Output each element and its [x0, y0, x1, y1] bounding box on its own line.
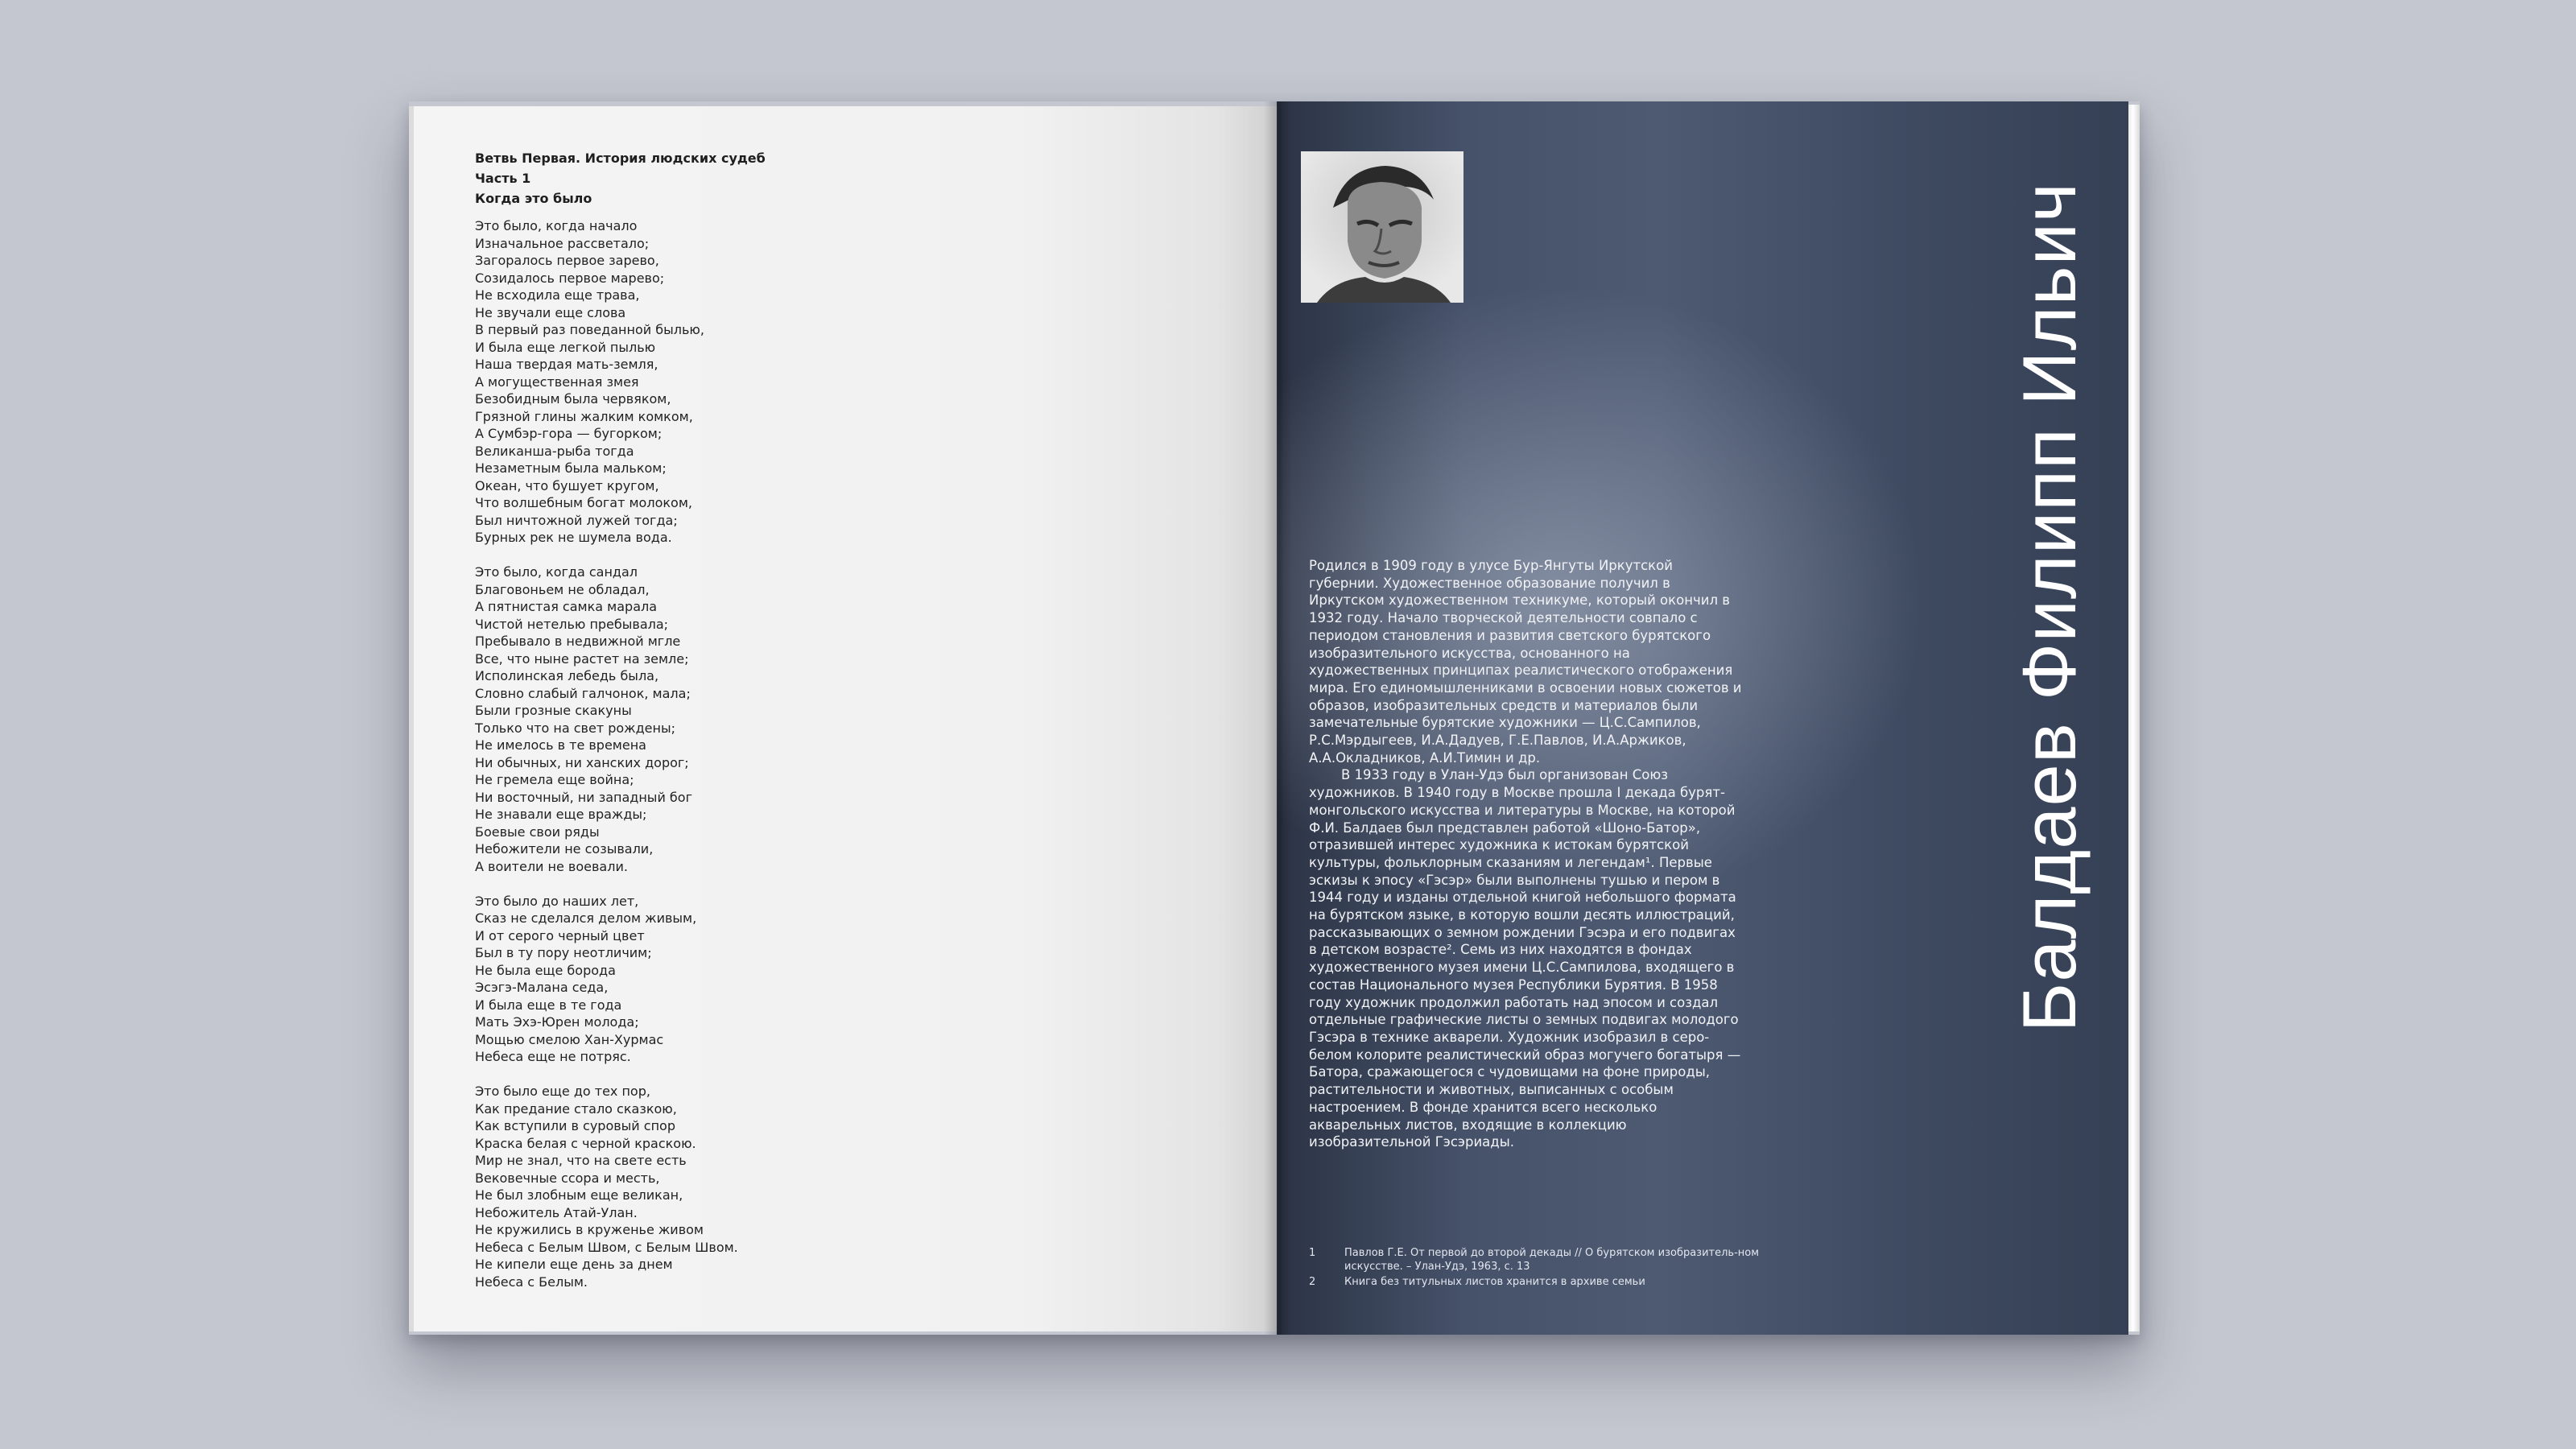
poem-line: Грязной глины жалким комком,: [475, 408, 693, 424]
footnotes: [1309, 1246, 1760, 1290]
poem-line: Был в ту пору неотличим;: [475, 945, 652, 960]
poem-line: Это было, когда начало: [475, 218, 638, 233]
portrait-photo-icon: [1301, 151, 1463, 303]
poem-line: Это было до наших лет,: [475, 893, 639, 909]
poem-line: А могущественная змея: [475, 374, 639, 390]
poem-line: Как вступили в суровый спор: [475, 1118, 675, 1133]
poem-stanza: [475, 893, 1038, 1066]
poem-line: Эсэгэ-Малана седа,: [475, 980, 609, 995]
poem-line: Небеса еще не потряс.: [475, 1049, 631, 1064]
poem-line: Океан, что бушует кругом,: [475, 477, 659, 493]
poem-line: Чистой нетелью пребывала;: [475, 616, 669, 632]
right-page: [1277, 101, 2128, 1335]
open-book: [409, 101, 2140, 1335]
footnote-text: Книга без титульных листов хранится в архиве семьи: [1344, 1276, 1645, 1288]
poem-line: Ни восточный, ни западный бог: [475, 789, 692, 805]
poem-line: Бурных рек не шумела вода.: [475, 530, 672, 545]
bio-paragraph: Родился в 1909 году в улусе Бур-Янгуты Иркутской губернии. Художественное образование получил в Иркутском художественном техникуме, который окончил в 1932 году. Начало творческой деятельности совпало с периодом становления и развития светского бурятского изобразительного искусства, основанного на художественных принципах реалистического отображения мира. Его единомышленниками в освоении новых сюжетов и образов, изобразительных средств и материалов были замечательные бурятские художники — Ц.С.Сампилов, Р.С.Мэрдыгеев, И.А.Дадуев, Г.Е.Павлов, И.А.Аржиков, А.А.Окладников, А.И.Тимин и др.: [1309, 558, 1742, 766]
poem-line: В первый раз поведанной былью,: [475, 322, 704, 337]
poem-line: Ни обычных, ни ханских дорог;: [475, 754, 689, 770]
poem-line: Как предание стало сказкою,: [475, 1100, 677, 1117]
poem-line: Что волшебным богат молоком,: [475, 495, 692, 510]
left-page: [409, 106, 1277, 1331]
poem-line: Сказ не сделался делом живым,: [475, 910, 697, 926]
section-title: Ветвь Первая. История людских судеб: [475, 151, 766, 166]
poem-line: Незаметным была мальком;: [475, 460, 667, 476]
poem-line: Не знавали еще вражды;: [475, 807, 647, 822]
book-gutter: [1264, 101, 1293, 1335]
poem-line: И была еще легкой пылью: [475, 339, 656, 355]
poem-line: И от серого черный цвет: [475, 927, 645, 943]
poem-line: Был ничтожной лужей тогда;: [475, 512, 678, 528]
poem-line: Не имелось в те времена: [475, 737, 646, 753]
footnote-number: 1: [1309, 1247, 1316, 1259]
poem-line: Небожители не созывали,: [475, 841, 654, 857]
poem-line: Загоралось первое зарево,: [475, 253, 659, 268]
poem-line: Все, что ныне растет на земле;: [475, 650, 689, 667]
biography-text: [1309, 557, 1744, 1151]
poem-line: Только что на свет рождены;: [475, 720, 675, 736]
poem-line: Не был злобным еще великан,: [475, 1187, 683, 1203]
poem-line: Небеса с Белым Швом, с Белым Швом.: [475, 1239, 738, 1255]
artist-name: Балдаев Филипп Ильич: [2007, 182, 2091, 1033]
poem-line: Исполинская лебедь была,: [475, 668, 659, 683]
poem-line: Созидалось первое марево;: [475, 270, 665, 286]
poem-line: Это было еще до тех пор,: [475, 1084, 650, 1099]
poem-line: Не кружились в круженье живом: [475, 1222, 704, 1237]
poem-line: Пребывало в недвижной мгле: [475, 634, 681, 649]
poem-line: Словно слабый галчонок, мала;: [475, 685, 691, 701]
poem-line: Изначальное рассветало;: [475, 235, 650, 251]
poem-line: Боевые свои ряды: [475, 824, 600, 840]
bio-paragraph: В 1933 году в Улан-Удэ был организован Союз художников. В 1940 году в Москве прошла I декада бурят-монгольского искусства и литературы в Москве, на которой Ф.И. Балдаев был представлен работой «Шоно-Батор», отразившей интерес художника к истокам бурятской культуры, фольклорным сказаниям и легендам¹. Первые эскизы к эпосу «Гэсэр» были выполнены тушью и пером в 1944 году и изданы отдельной книгой небольшого формата на бурятском языке, в которую вошли десять иллюстраций, рассказывающих о земном рождении Гэсэра и его подвигах в детском возрасте². Семь из них находятся в фондах художественного музея имени Ц.С.Сампилова, входящего в состав Национального музея Республики Бурятия. В 1958 году художник продолжил работать над эпосом и создал отдельные графические листы о земных подвигах молодого Гэсэра в технике акварели. Художник изобразил в серо-белом колорите реалистический образ могучего богатыря — Батора, сражающегося с чудовищами на фоне природы, растительности и животных, выписанных с особым настроением. В фонде хранится всего несколько акварельных листов, входящие в коллекцию изобразительной Гэсэриады.: [1309, 767, 1741, 1150]
poem-line: Великанша-рыба тогда: [475, 443, 634, 459]
poem-line: Благовоньем не обладал,: [475, 581, 650, 597]
poem-line: Мать Эхэ-Юрен молода;: [475, 1014, 639, 1030]
poem-line: Были грозные скакуны: [475, 703, 632, 718]
poem-line: Мощью смелою Хан-Хурмас: [475, 1031, 664, 1047]
poem-line: Небеса с Белым.: [475, 1274, 588, 1290]
artist-name-title: [1995, 182, 2099, 1309]
footnote: [1309, 1275, 1760, 1289]
poem-text: [475, 217, 1038, 1308]
footnote: [1309, 1246, 1760, 1274]
page-edge: [2128, 105, 2140, 1331]
poem-line: Не кипели еще день за днем: [475, 1257, 673, 1272]
poem-line: И была еще в те года: [475, 997, 622, 1013]
poem-line: Небожитель Атай-Улан.: [475, 1204, 638, 1220]
poem-stanza: [475, 564, 1038, 875]
poem-line: Безобидным была червяком,: [475, 391, 671, 407]
footnote-text: Павлов Г.Е. От первой до второй декады // О бурятском изобразитель-ном искусстве. – Улан-Удэ, 1963, с. 13: [1344, 1247, 1760, 1273]
chapter-title: Когда это было: [475, 191, 592, 206]
poem-line: Краска белая с черной краскою.: [475, 1135, 696, 1151]
poem-line: Мир не знал, что на свете есть: [475, 1153, 687, 1168]
poem-line: Не гремела еще война;: [475, 772, 634, 787]
poem-line: Наша твердая мать-земля,: [475, 357, 658, 372]
part-title: Часть 1: [475, 171, 531, 186]
poem-line: Не всходила еще трава,: [475, 287, 640, 303]
poem-stanza: [475, 1083, 1038, 1290]
poem-line: Не была еще борода: [475, 962, 616, 978]
poem-line: Вековечные ссора и месть,: [475, 1170, 660, 1186]
poem-line: А воители не воевали.: [475, 858, 628, 874]
poem-line: Не звучали еще слова: [475, 304, 626, 320]
poem-stanza: [475, 217, 1038, 547]
poem-line: Это было, когда сандал: [475, 564, 638, 580]
poem-line: А пятнистая самка марала: [475, 599, 658, 614]
poem-line: А Сумбэр-гора — бугорком;: [475, 426, 663, 441]
footnote-number: 2: [1309, 1276, 1316, 1288]
poem-heading: [475, 148, 1038, 208]
